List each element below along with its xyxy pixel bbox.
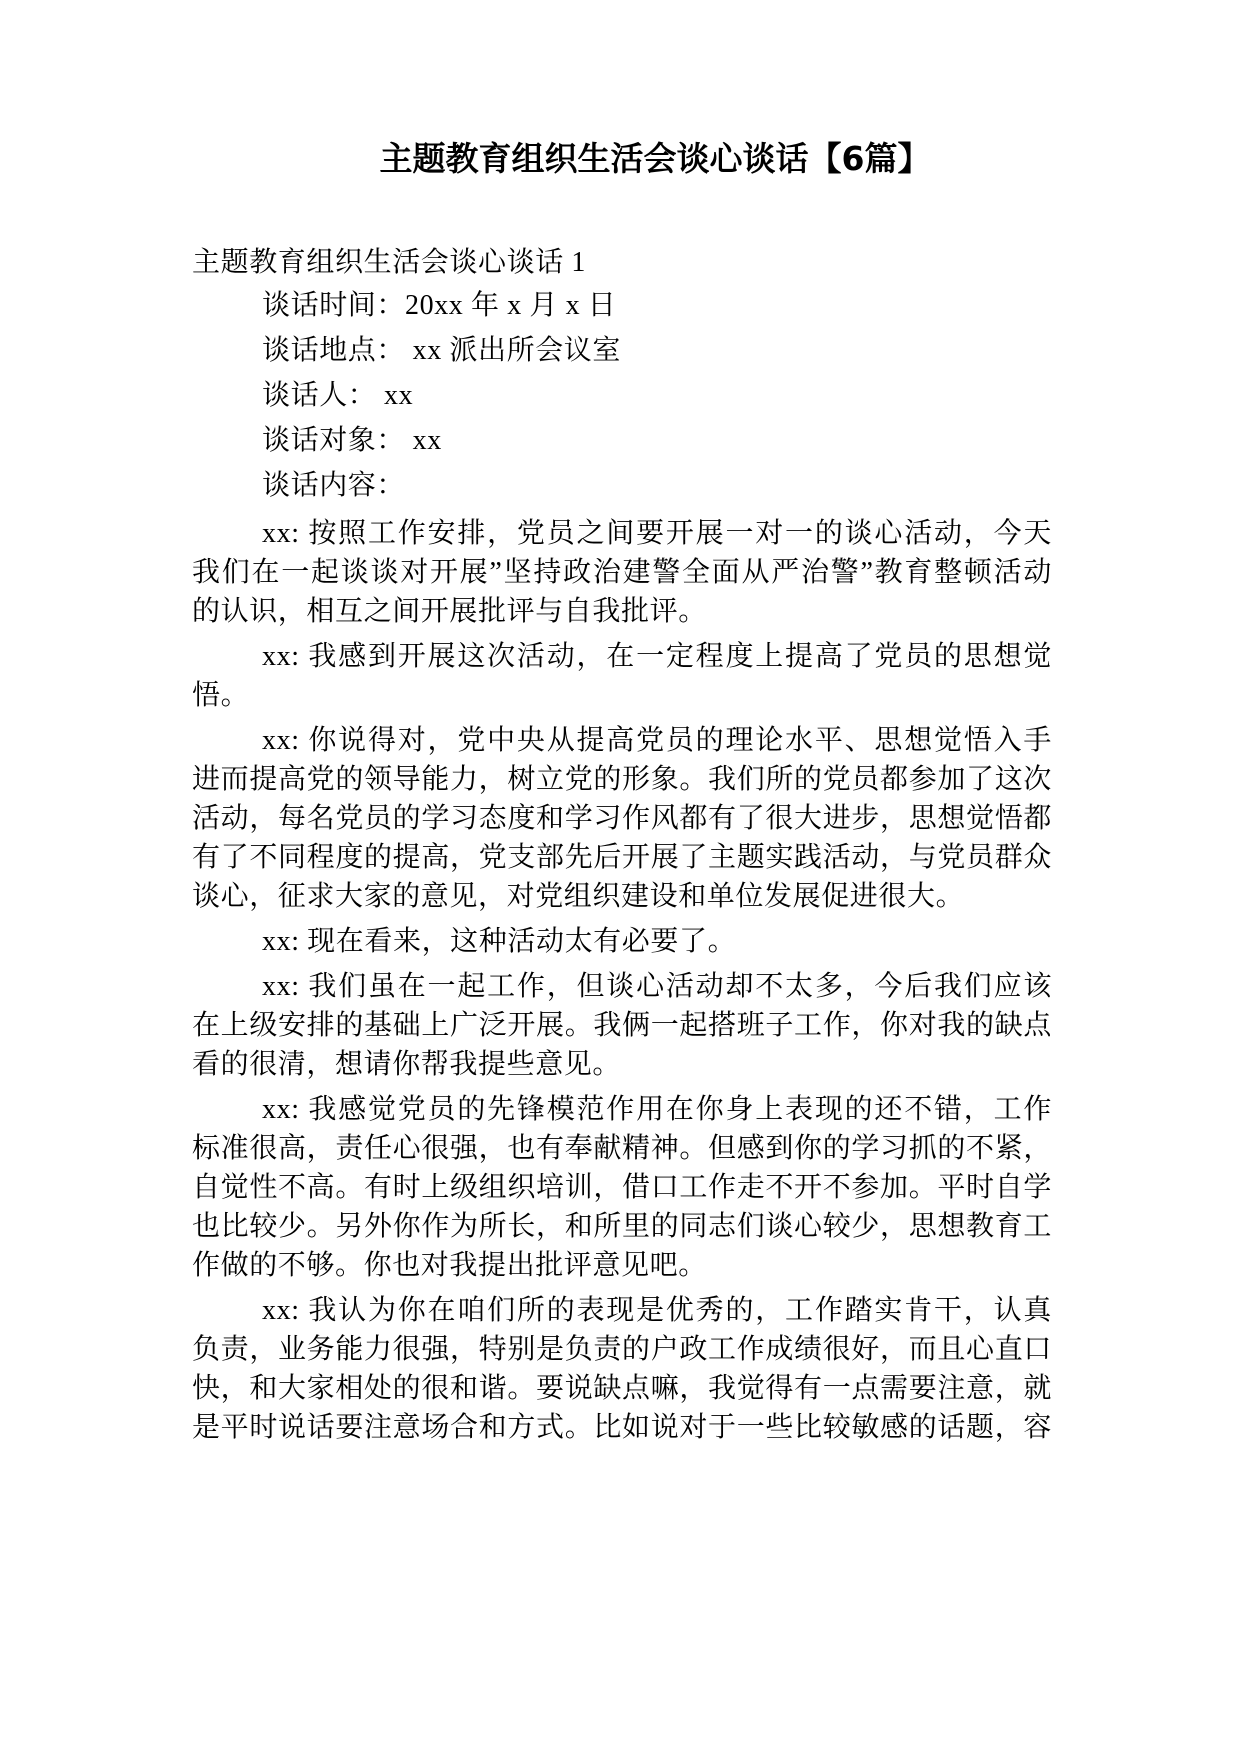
meta-time: 谈话时间：20xx 年 x 月 x 日 [262,290,617,321]
paragraph-line: 活动，每名党员的学习态度和学习作风都有了很大进步，思想觉悟都 [192,803,1052,834]
meta-interviewee: 谈话对象： xx [262,425,442,456]
paragraph-line: 标准很高，责任心很强，也有奉献精神。但感到你的学习抓的不紧， [192,1133,1052,1164]
paragraph-line: xx: 我感到开展这次活动，在一定程度上提高了党员的思想觉 [262,641,1052,672]
document-title: 主题教育组织生活会谈心谈话【6篇】 [379,139,931,178]
dialogue-paragraph [192,721,1052,916]
meta-content-label: 谈话内容： [262,470,406,501]
paragraph-line: xx: 我们虽在一起工作，但谈心活动却不太多，今后我们应该 [262,971,1052,1002]
paragraph-line: xx: 我认为你在咱们所的表现是优秀的，工作踏实肯干，认真 [262,1295,1052,1326]
paragraph-line: xx: 按照工作安排，党员之间要开展一对一的谈心活动，今天 [262,518,1052,549]
paragraph-line: 的认识，相互之间开展批评与自我批评。 [192,596,707,627]
paragraph-line: 是平时说话要注意场合和方式。比如说对于一些比较敏感的话题，容 [192,1412,1052,1443]
paragraph-line: 也比较少。另外你作为所长，和所里的同志们谈心较少，思想教育工 [192,1211,1052,1242]
paragraph-line: 悟。 [192,680,250,711]
paragraph-line: 进而提高党的领导能力，树立党的形象。我们所的党员都参加了这次 [192,764,1052,795]
paragraph-line: 自觉性不高。有时上级组织培训，借口工作走不开不参加。平时自学 [192,1172,1052,1203]
section-heading: 主题教育组织生活会谈心谈话 1 [192,247,587,278]
dialogue-paragraph [192,922,1052,961]
meta-place: 谈话地点： xx 派出所会议室 [262,335,622,366]
paragraph-line: xx: 我感觉党员的先锋模范作用在你身上表现的还不错，工作 [262,1094,1052,1125]
dialogue-paragraph [192,1291,1052,1447]
dialogue-paragraph [192,637,1052,715]
paragraph-line: 在上级安排的基础上广泛开展。我俩一起搭班子工作，你对我的缺点 [192,1010,1052,1041]
meta-interviewer: 谈话人： xx [262,380,414,411]
paragraph-line: 快，和大家相处的很和谐。要说缺点嘛，我觉得有一点需要注意，就 [192,1373,1052,1404]
paragraph-line: xx: 现在看来，这种活动太有必要了。 [262,926,737,957]
paragraph-line: 有了不同程度的提高，党支部先后开展了主题实践活动，与党员群众 [192,842,1052,873]
paragraph-line: 作做的不够。你也对我提出批评意见吧。 [192,1250,707,1281]
paragraph-line: 我们在一起谈谈对开展”坚持政治建警全面从严治警”教育整顿活动 [192,557,1052,588]
paragraph-line: 谈心，征求大家的意见，对党组织建设和单位发展促进很大。 [192,881,965,912]
paragraph-line: 看的很清，想请你帮我提些意见。 [192,1049,622,1080]
dialogue-paragraph [192,1090,1052,1285]
dialogue-paragraph [192,514,1052,631]
paragraph-line: 负责，业务能力很强，特别是负责的户政工作成绩很好，而且心直口 [192,1334,1052,1365]
document-body [192,137,1052,1447]
dialogue-paragraph [192,967,1052,1084]
paragraph-line: xx: 你说得对，党中央从提高党员的理论水平、思想觉悟入手 [262,725,1052,756]
